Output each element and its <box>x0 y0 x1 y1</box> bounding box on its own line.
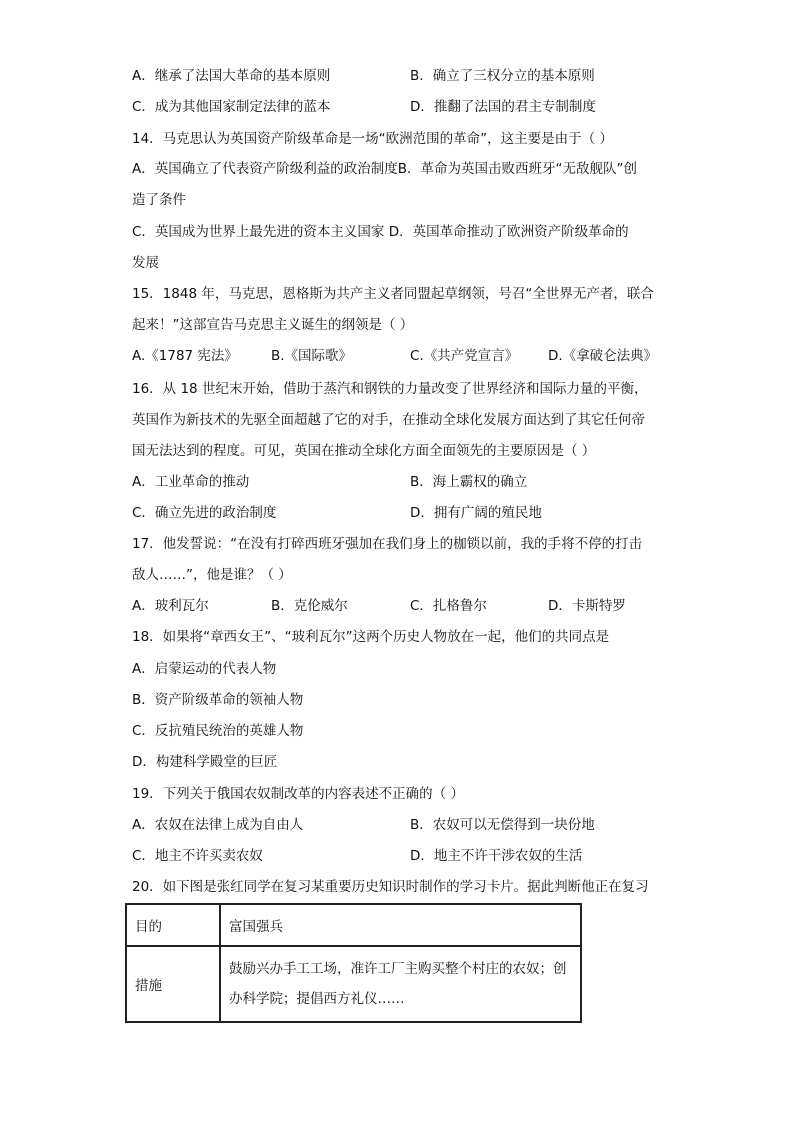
q17-option-b: B．克伦威尔 <box>271 598 348 614</box>
q13-option-b: B．确立了三权分立的基本原则 <box>410 68 595 84</box>
q16-option-a: A．工业革命的推动 <box>132 474 250 490</box>
q15-option-c: C.《共产党宣言》 <box>410 348 519 364</box>
q16-option-c: C．确立先进的政治制度 <box>132 505 277 521</box>
q19-option-d: D．地主不许干涉农奴的生活 <box>410 848 583 864</box>
card-value-measures-line2: 办科学院；提倡西方礼仪…… <box>229 991 405 1007</box>
q19-stem: 19．下列关于俄国农奴制改革的内容表述不正确的（ ） <box>132 786 464 802</box>
q18-stem: 18．如果将“章西女王”、“玻利瓦尔”这两个历史人物放在一起，他们的共同点是 <box>132 629 610 645</box>
q18-option-d: D．构建科学殿堂的巨匠 <box>132 754 278 770</box>
q16-stem-line3: 国无法达到的程度。可见，英国在推动全球化方面全面领先的主要原因是（ ） <box>132 443 596 459</box>
q14-stem: 14．马克思认为英国资产阶级革命是一场“欧洲范围的革命”，这主要是由于（ ） <box>132 131 613 147</box>
q17-option-d: D．卡斯特罗 <box>548 598 626 614</box>
q14-options-ab: A．英国确立了代表资产阶级利益的政治制度B．革命为英国击败西班牙“无敌舰队”创 <box>132 161 637 177</box>
q14-options-cd: C．英国成为世界上最先进的资本主义国家 D．英国革命推动了欧洲资产阶级革命的 <box>132 224 629 240</box>
card-value-purpose: 富国强兵 <box>220 904 581 946</box>
q17-option-a: A．玻利瓦尔 <box>132 598 209 614</box>
card-value-measures-line1: 鼓励兴办手工工场，准许工厂主购买整个村庄的农奴；创 <box>229 961 567 977</box>
q16-stem-line1: 16．从 18 世纪末开始，借助于蒸汽和钢铁的力量改变了世界经济和国际力量的平衡， <box>132 381 648 397</box>
q13-option-a: A．继承了法国大革命的基本原则 <box>132 68 331 84</box>
q13-option-c: C．成为其他国家制定法律的蓝本 <box>132 99 331 115</box>
card-value-measures <box>220 946 581 1022</box>
q15-option-a: A.《1787 宪法》 <box>132 348 238 364</box>
q15-stem-line1: 15．1848 年，马克思，恩格斯为共产主义者同盟起草纲领，号召“全世界无产者，联合 <box>132 286 654 302</box>
q19-option-a: A．农奴在法律上成为自由人 <box>132 817 304 833</box>
q17-stem-line1: 17．他发誓说：“在没有打碎西班牙强加在我们身上的枷锁以前，我的手将不停的打击 <box>132 536 643 552</box>
q15-stem-line2: 起来！”这部宣告马克思主义诞生的纲领是（ ） <box>132 317 414 333</box>
q19-option-b: B．农奴可以无偿得到一块份地 <box>410 817 595 833</box>
q14-option-d-cont: 发展 <box>132 255 159 271</box>
q17-option-c: C．扎格鲁尔 <box>410 598 487 614</box>
q18-option-b: B．资产阶级革命的领袖人物 <box>132 692 304 708</box>
q20-stem: 20．如下图是张红同学在复习某重要历史知识时制作的学习卡片。据此判断他正在复习 <box>132 879 649 895</box>
q15-option-d: D.《拿破仑法典》 <box>548 348 658 364</box>
q18-option-c: C．反抗殖民统治的英雄人物 <box>132 723 304 739</box>
study-card-table <box>125 903 582 1023</box>
q14-option-b-cont: 造了条件 <box>132 192 186 208</box>
q15-option-b: B.《国际歌》 <box>271 348 353 364</box>
q16-stem-line2: 英国作为新技术的先驱全面超越了它的对手，在推动全球化发展方面达到了其它任何帝 <box>132 412 645 428</box>
card-key-purpose: 目的 <box>126 904 220 946</box>
card-key-measures: 措施 <box>126 946 220 1022</box>
q13-option-d: D．推翻了法国的君主专制制度 <box>410 99 596 115</box>
q18-option-a: A．启蒙运动的代表人物 <box>132 661 277 677</box>
q19-option-c: C．地主不许买卖农奴 <box>132 848 263 864</box>
q16-option-d: D．拥有广阔的殖民地 <box>410 505 542 521</box>
q17-stem-line2: 敌人……”，他是谁？（ ） <box>132 567 292 583</box>
q16-option-b: B．海上霸权的确立 <box>410 474 528 490</box>
